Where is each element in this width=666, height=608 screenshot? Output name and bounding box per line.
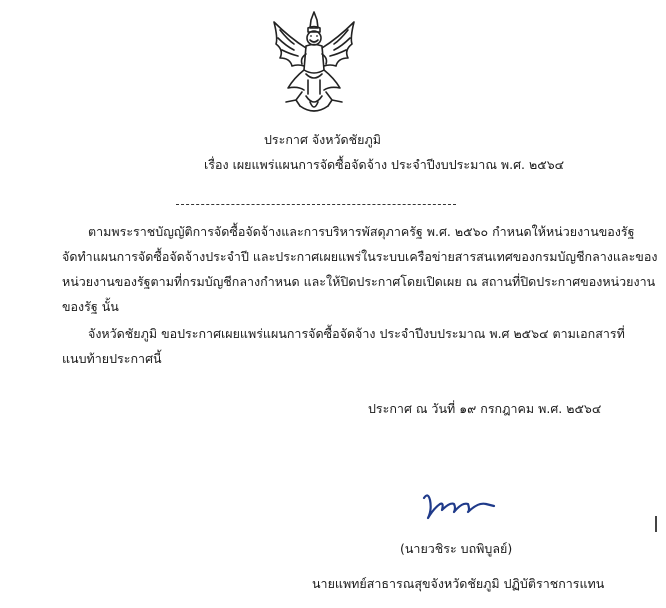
signatory-position: นายแพทย์สาธารณสุขจังหวัดชัยภูมิ ปฏิบัติราชการแทน: [312, 576, 605, 591]
signatory-name: (นายวชิระ บถพิบูลย์): [400, 541, 513, 556]
paragraph-line: จังหวัดชัยภูมิ ขอประกาศเผยแพร่แผนการจัดซื้อจัดจ้าง ประจำปีงบประมาณ พ.ศ ๒๕๖๔ ตามเอกสารที่: [88, 326, 625, 341]
announcement-subject: เรื่อง เผยแพร่แผนการจัดซื้อจัดจ้าง ประจำปีงบประมาณ พ.ศ. ๒๕๖๔: [204, 157, 565, 172]
paragraph-line: ตามพระราชบัญญัติการจัดซื้อจัดจ้างและการบริหารพัสดุภาครัฐ พ.ศ. ๒๕๖๐ กำหนดให้หน่วยงานของรัฐ: [88, 224, 635, 239]
garuda-emblem-icon: [266, 8, 362, 118]
body-paragraph-1: [62, 219, 657, 319]
paragraph-line: ของรัฐ นั้น: [62, 299, 119, 314]
margin-mark: [655, 516, 657, 532]
handwritten-signature: [420, 490, 498, 524]
body-paragraph-2: [62, 321, 625, 371]
paragraph-line: จัดทำแผนการจัดซื้อจัดจ้างประจำปี และประกาศเผยแพร่ในระบบเครือข่ายสารสนเทศของกรมบัญชีกลางและของ: [62, 249, 658, 264]
paragraph-line: หน่วยงานของรัฐตามที่กรมบัญชีกลางกำหนด และให้ปิดประกาศโดยเปิดเผย ณ สถานที่ปิดประกาศของหน่วยงาน: [62, 274, 656, 289]
announcement-date: ประกาศ ณ วันที่ ๑๙ กรกฎาคม พ.ศ. ๒๕๖๔: [368, 401, 602, 416]
dashed-divider: [176, 204, 456, 205]
paragraph-line: แนบท้ายประกาศนี้: [62, 351, 162, 366]
announcement-title: ประกาศ จังหวัดชัยภูมิ: [264, 132, 381, 147]
